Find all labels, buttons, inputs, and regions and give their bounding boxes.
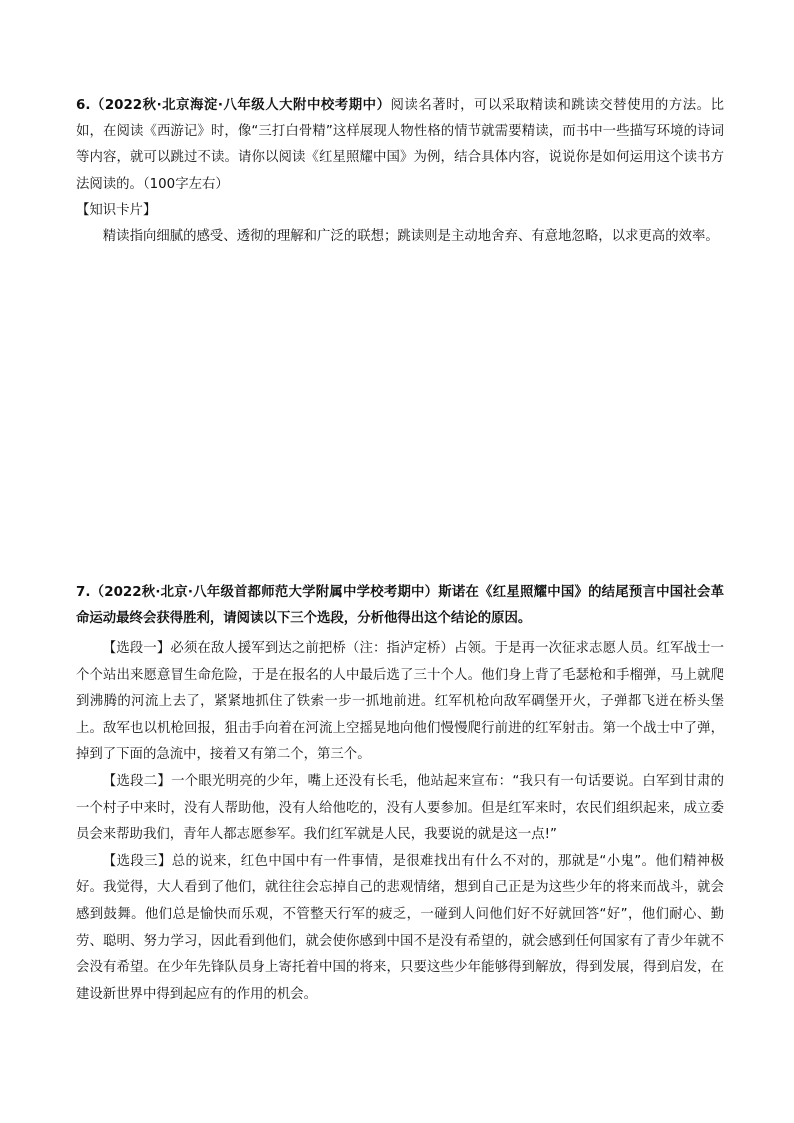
question-6-source: （2022秋·北京海淀·八年级人大附中校考期中）: [90, 98, 391, 113]
question-7-number: 7.: [76, 585, 91, 600]
knowledge-card-title: 【知识卡片】: [76, 202, 157, 218]
question-7-text: 斯诺在《红星照耀中国》的结尾预言中国社会革命运动最终会获得胜利，请阅读以下三个选段，分析他得出这个结论的原因。: [76, 585, 724, 626]
question-7: [76, 580, 724, 1008]
question-6-number: 6.: [76, 98, 91, 113]
question-6-text: 阅读名著时，可以采取精读和跳读交替使用的方法。比如，在阅读《西游记》时，像“三打白骨精”这样展现人物性格的情节就需要精读，而书中一些描写环境的诗词等内容，就可以跳过不读。请你以阅读《红星照耀中国》为例，结合具体内容，说说你是如何运用这个读书方法阅读的。（100字左右）: [76, 98, 724, 192]
question-7-source: （2022秋·北京·八年级首都师范大学附属中学校考期中）: [90, 585, 439, 600]
question-7-stem: [76, 580, 724, 632]
knowledge-card-text: 精读指向细腻的感受、透彻的理解和广泛的联想；跳读则是主动地舍弃、有意地忽略，以求更高的效率。: [102, 229, 719, 245]
excerpt-3-text: 总的说来，红色中国中有一件事情，是很难找出有什么不对的，那就是“小鬼”。他们精神极好。我觉得，大人看到了他们，就往往会忘掉自己的悲观情绪，想到自己正是为这些少年的将来而战斗，就会感到鼓舞。他们总是愉快而乐观，不管整天行军的疲乏，一碰到人问他们好不好就回答“好”，他们耐心、勤劳、聪明、努力学习，因此看到他们，就会使你感到中国不是没有希望的，就会感到任何国家有了青少年就不会没有希望。在少年先锋队员身上寄托着中国的将来，只要这些少年能够得到解放，得到发展，得到启发，在建设新世界中得到起应有的作用的机会。: [76, 853, 724, 1002]
excerpt-1: [76, 636, 724, 769]
excerpt-1-text: 必须在敌人援军到达之前把桥（注：指泸定桥）占领。于是再一次征求志愿人员。红军战士一个个站出来愿意冒生命危险，于是在报名的人中最后选了三十个人。他们身上背了毛瑟枪和手榴弹，马上就爬到沸腾的河流上去了，紧紧地抓住了铁索一步一抓地前进。红军机枪向敌军碉堡开火，子弹都飞迸在桥头堡上。敌军也以机枪回报，狙击手向着在河流上空摇晃地向他们慢慢爬行前进的红军射击。第一个战士中了弹，掉到了下面的急流中，接着又有第二个，第三个。: [76, 641, 725, 763]
excerpt-2: [76, 769, 724, 849]
excerpt-3: [76, 849, 724, 1009]
excerpt-2-label: 【选段二】: [102, 773, 172, 789]
question-6: [76, 93, 724, 250]
question-6-stem: [76, 93, 724, 198]
excerpt-1-label: 【选段一】: [102, 641, 171, 656]
excerpt-2-text: 一个眼光明亮的少年，嘴上还没有长毛，他站起来宣布：“我只有一句话要说。白军到甘肃的一个村子中来时，没有人帮助他，没有人给他吃的，没有人要参加。但是红军来时，农民们组织起来，成立委员会来帮助我们，青年人都志愿参军。我们红军就是人民，我要说的就是这一点!”: [76, 773, 725, 843]
excerpt-3-label: 【选段三】: [102, 853, 172, 869]
